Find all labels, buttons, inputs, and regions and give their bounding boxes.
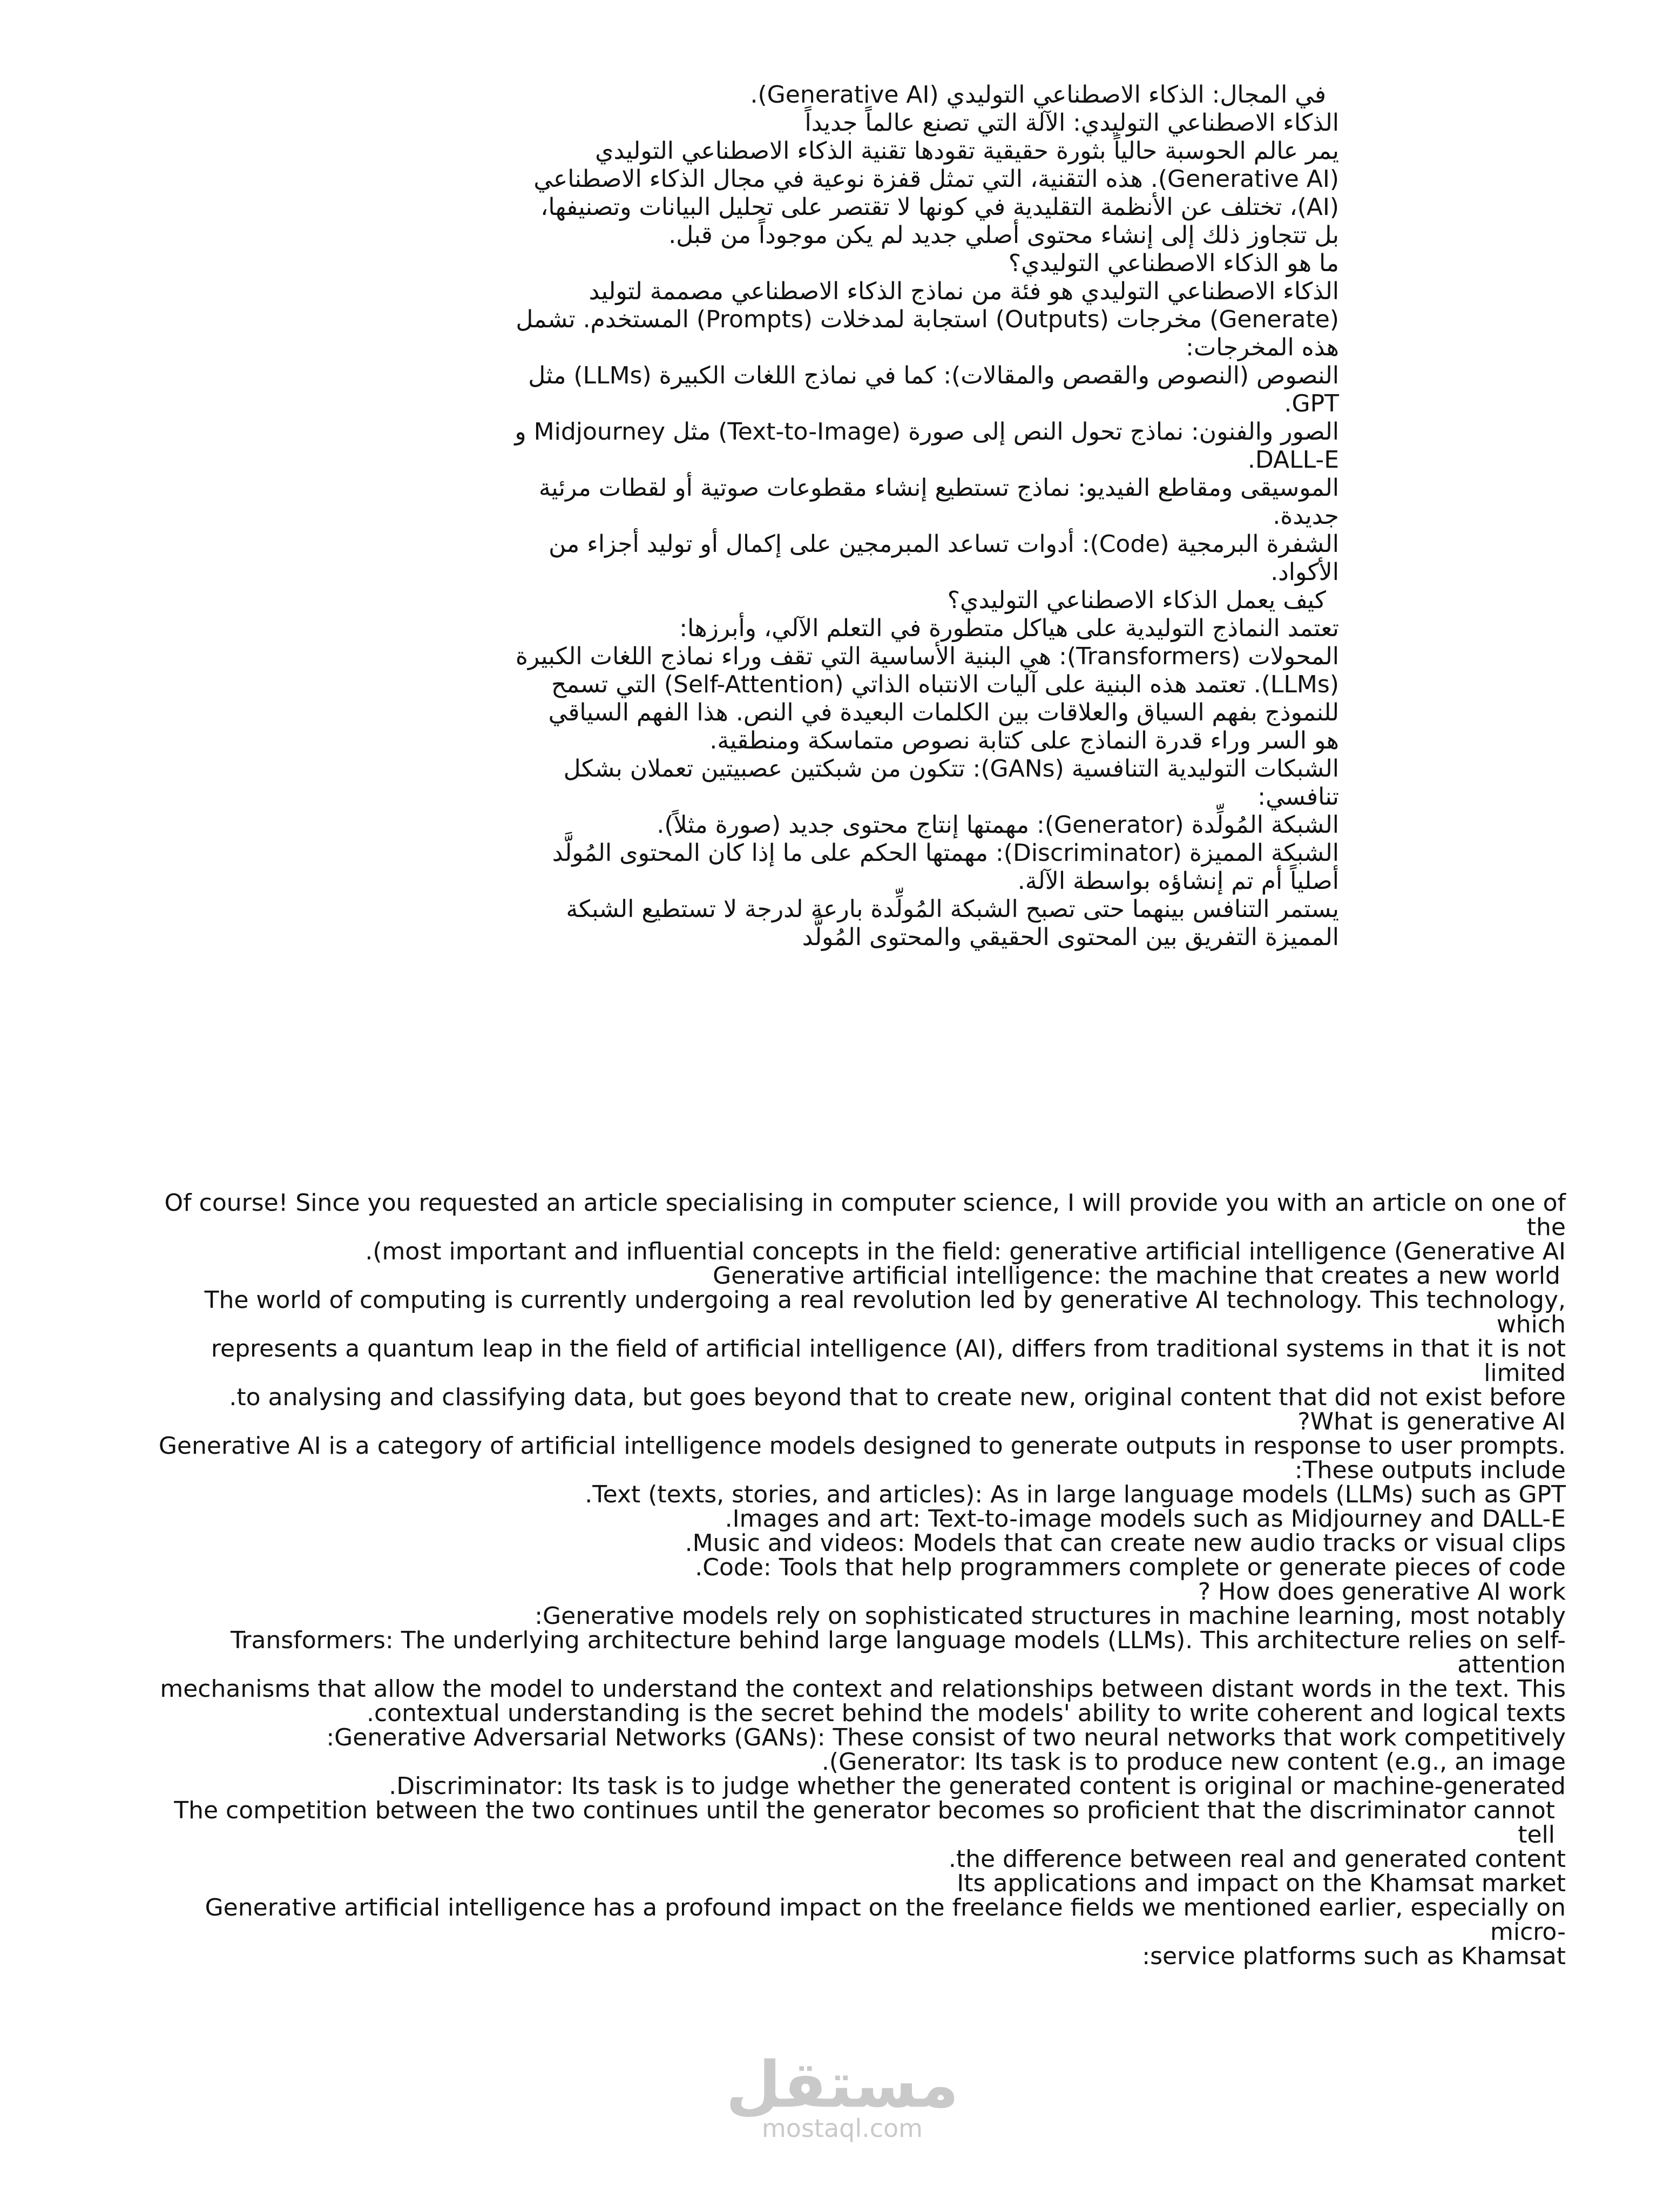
english-text-line: .contextual understanding is the secret behind the models' ability to write coherent and logical texts (367, 1700, 1566, 1727)
english-text-line: Generative AI is a category of artificial intelligence models designed to generate outputs in response to user prompts. (158, 1432, 1566, 1460)
arabic-text-line: يمر عالم الحوسبة حالياً بثورة حقيقية تقودها تقنية الذكاء الاصطناعي التوليدي (595, 137, 1339, 165)
english-text-line: :service platforms such as Khamsat (1142, 1943, 1566, 1970)
english-text-line: Transformers: The underlying architecture behind large language models (LLMs). This architecture relies on self-attention (230, 1627, 1566, 1678)
english-section-heading: Its applications and impact on the Khamsat market (957, 1870, 1566, 1897)
arabic-list-item-continuation: جديدة. (1273, 502, 1339, 530)
english-article (130, 1191, 1566, 1968)
english-text-line: The competition between the two continues until the generator becomes so proficient that the discriminator cannot tell (174, 1797, 1555, 1849)
arabic-list-item: الموسيقى ومقاطع الفيديو: نماذج تستطيع إنشاء مقطوعات صوتية أو لقطات مرئية (538, 474, 1339, 502)
english-text-line: represents a quantum leap in the field of artificial intelligence (AI), differs from traditional systems in that it is not limited (211, 1335, 1566, 1387)
english-text-line: .(most important and influential concepts in the field: generative artificial intelligence (Generative AI (365, 1238, 1566, 1265)
arabic-list-item-continuation: DALL-E. (1247, 446, 1339, 474)
arabic-text-line: الذكاء الاصطناعي التوليدي هو فئة من نماذج الذكاء الاصطناعي مصممة لتوليد (589, 278, 1339, 305)
arabic-text-line: (LLMs). تعتمد هذه البنية على آليات الانتباه الذاتي (Self-Attention) التي تسمح (551, 671, 1339, 698)
arabic-list-item: النصوص (النصوص والقصص والمقالات): كما في نماذج اللغات الكبيرة (LLMs) مثل (528, 362, 1339, 389)
english-text-line: Of course! Since you requested an article specialising in computer science, I will provide you with an article on one of the (164, 1189, 1566, 1241)
arabic-text-line: (Generate) مخرجات (Outputs) استجابة لمدخلات (Prompts) المستخدم. تشمل (516, 306, 1339, 333)
arabic-text-line: هو السر وراء قدرة النماذج على كتابة نصوص متماسكة ومنطقية. (709, 727, 1339, 754)
arabic-text-line: المميزة التفريق بين المحتوى الحقيقي والمحتوى المُولَّد (802, 923, 1339, 951)
mostaql-domain: mostaql.com (762, 2114, 923, 2143)
english-list-item: .Text (texts, stories, and articles): As in large language models (LLMs) such as GPT (585, 1481, 1566, 1508)
arabic-text-line: هذه المخرجات: (1186, 334, 1339, 361)
english-text-line: mechanisms that allow the model to understand the context and relationships between distant words in the text. This (160, 1675, 1566, 1703)
english-text-line: .the difference between real and generated content (948, 1845, 1566, 1873)
arabic-list-item: الصور والفنون: نماذج تحول النص إلى صورة (Text-to-Image) مثل Midjourney و (515, 418, 1339, 446)
english-text-line: :These outputs include (1294, 1456, 1566, 1484)
mostaql-watermark (718, 2047, 966, 2143)
arabic-text-line: الشبكة المميزة (Discriminator): مهمتها الحكم على ما إذا كان المحتوى المُولَّد (552, 839, 1339, 867)
english-text-line: :Generative Adversarial Networks (GANs): These consist of two neural networks that work competitively (326, 1724, 1566, 1751)
english-list-item: .Images and art: Text-to-image models such as Midjourney and DALL-E (725, 1505, 1566, 1533)
mostaql-logo: مستقل (726, 2047, 959, 2122)
arabic-text-line: (AI)، تختلف عن الأنظمة التقليدية في كونها لا تقتصر على تحليل البيانات وتصنيفها، (540, 193, 1339, 221)
english-section-heading: ? How does generative AI work (1198, 1578, 1566, 1606)
arabic-text-line: بل تتجاوز ذلك إلى إنشاء محتوى أصلي جديد لم يكن موجوداً من قبل. (668, 221, 1339, 249)
arabic-article (346, 81, 1339, 952)
english-list-item: .Code: Tools that help programmers complete or generate pieces of code (695, 1554, 1566, 1581)
english-text-line: The world of computing is currently undergoing a real revolution led by generative AI technology. This technology, which (204, 1286, 1566, 1338)
arabic-text-line: الشبكة المُولِّدة (Generator): مهمتها إنتاج محتوى جديد (صورة مثلاً). (657, 811, 1339, 839)
english-text-line: .to analysing and classifying data, but goes beyond that to create new, original content that did not exist before (229, 1384, 1566, 1411)
arabic-list-item-continuation: الأكواد. (1270, 558, 1339, 586)
english-text-line: :Generative models rely on sophisticated structures in machine learning, most notably (535, 1602, 1566, 1630)
arabic-list-item-continuation: GPT. (1284, 390, 1339, 417)
english-section-heading: ?What is generative AI (1297, 1408, 1566, 1435)
arabic-text-line: يستمر التنافس بينهما حتى تصبح الشبكة المُولِّدة بارعة لدرجة لا تستطيع الشبكة (566, 895, 1339, 923)
arabic-text-line: تعتمد النماذج التوليدية على هياكل متطورة في التعلم الآلي، وأبرزها: (679, 615, 1339, 642)
arabic-text-line: للنموذج بفهم السياق والعلاقات بين الكلمات البعيدة في النص. هذا الفهم السياقي (548, 699, 1339, 726)
english-text-line: Generative artificial intelligence has a profound impact on the freelance fields we mentioned earlier, especially on micro- (205, 1894, 1566, 1946)
arabic-list-item: الشفرة البرمجية (Code): أدوات تساعد المبرمجين على إكمال أو توليد أجزاء من (549, 530, 1339, 558)
arabic-text-line: المحولات (Transformers): هي البنية الأساسية التي تقف وراء نماذج اللغات الكبيرة (515, 643, 1339, 670)
english-list-item: .Music and videos: Models that can create new audio tracks or visual clips (685, 1529, 1566, 1557)
arabic-section-heading: ما هو الذكاء الاصطناعي التوليدي؟ (1008, 249, 1339, 277)
arabic-field-heading: في المجال: الذكاء الاصطناعي التوليدي (Generative AI). (750, 81, 1326, 109)
arabic-text-line: الشبكات التوليدية التنافسية (GANs): تتكون من شبكتين عصبيتين تعملان بشكل (563, 755, 1339, 783)
arabic-text-line: تنافسي: (1257, 783, 1339, 811)
english-title: Generative artificial intelligence: the machine that creates a new world (713, 1262, 1560, 1290)
english-text-line: .(Generator: Its task is to produce new content (e.g., an image (821, 1748, 1566, 1776)
arabic-text-line: أصلياً أم تم إنشاؤه بواسطة الآلة. (1017, 867, 1339, 895)
arabic-title: الذكاء الاصطناعي التوليدي: الآلة التي تصنع عالماً جديداً (804, 109, 1339, 137)
arabic-text-line: (Generative AI). هذه التقنية، التي تمثل قفزة نوعية في مجال الذكاء الاصطناعي (533, 165, 1339, 193)
english-text-line: .Discriminator: Its task is to judge whether the generated content is original or machine-generated (389, 1772, 1566, 1800)
arabic-section-heading: كيف يعمل الذكاء الاصطناعي التوليدي؟ (947, 586, 1326, 614)
